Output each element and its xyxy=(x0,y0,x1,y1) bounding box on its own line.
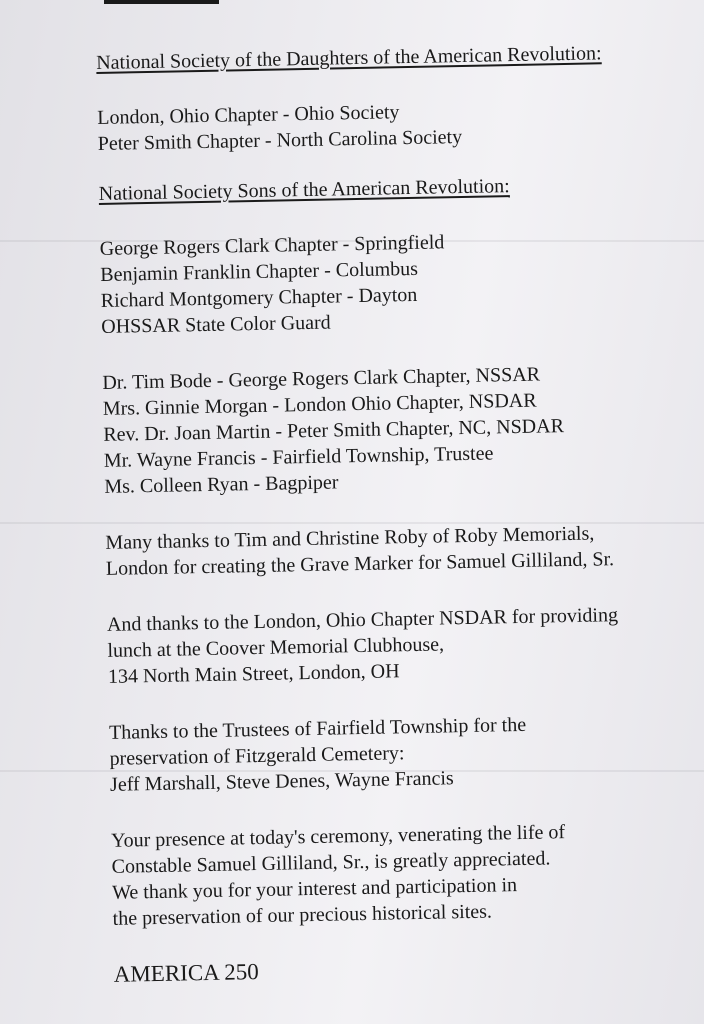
list-item: Ms. Colleen Ryan - Bagpiper xyxy=(104,471,339,498)
paragraph-line: Thanks to the Trustees of Fairfield Township for the xyxy=(108,713,527,744)
dar-heading: National Society of the Daughters of the American Revolution: xyxy=(96,42,602,74)
paragraph-line: And thanks to the London, Ohio Chapter NSDAR for providing xyxy=(106,604,619,636)
list-item: OHSSAR State Color Guard xyxy=(101,311,331,338)
participants-list xyxy=(102,358,704,499)
list-item: Rev. Dr. Joan Martin - Peter Smith Chapter, NC, NSDAR xyxy=(103,415,565,446)
list-item: Benjamin Franklin Chapter - Columbus xyxy=(100,257,419,286)
list-item: Richard Montgomery Chapter - Dayton xyxy=(100,283,418,312)
top-rule-divider xyxy=(104,0,219,4)
list-item: Dr. Tim Bode - George Rogers Clark Chapter, NSSAR xyxy=(102,363,541,394)
document-content xyxy=(96,40,704,987)
paragraph-line: Jeff Marshall, Steve Denes, Wayne Francis xyxy=(109,767,454,796)
paragraph-line: lunch at the Coover Memorial Clubhouse, xyxy=(107,633,445,662)
paragraph-line: 134 North Main Street, London, OH xyxy=(107,660,400,688)
paragraph-line: Constable Samuel Gilliland, Sr., is greatly appreciated. xyxy=(111,847,551,878)
list-item: Peter Smith Chapter - North Carolina Society xyxy=(97,125,463,155)
footer-america-250: AMERICA 250 xyxy=(113,959,259,987)
sar-heading: National Society Sons of the American Revolution: xyxy=(98,175,510,205)
paragraph-line: Many thanks to Tim and Christine Roby of Roby Memorials, xyxy=(105,522,595,554)
paragraph-line: preservation of Fitzgerald Cemetery: xyxy=(109,742,405,770)
list-item: Mr. Wayne Francis - Fairfield Township, Trustee xyxy=(103,442,494,472)
list-item: London, Ohio Chapter - Ohio Society xyxy=(97,101,400,129)
sar-list xyxy=(100,224,702,339)
list-item: Mrs. Ginnie Morgan - London Ohio Chapter, NSDAR xyxy=(102,389,537,420)
paragraph-line: the preservation of our precious historical sites. xyxy=(112,900,493,930)
paragraph-line: London for creating the Grave Marker for Samuel Gilliland, Sr. xyxy=(105,548,615,580)
thanks-trustees-paragraph xyxy=(109,708,704,798)
thanks-nsdar-paragraph xyxy=(107,600,704,690)
list-item: George Rogers Clark Chapter - Springfield xyxy=(99,231,445,260)
closing-paragraph xyxy=(111,816,704,931)
paragraph-line: Your presence at today's ceremony, venerating the life of xyxy=(110,821,566,852)
paragraph-line: We thank you for your interest and participation in xyxy=(111,874,518,904)
